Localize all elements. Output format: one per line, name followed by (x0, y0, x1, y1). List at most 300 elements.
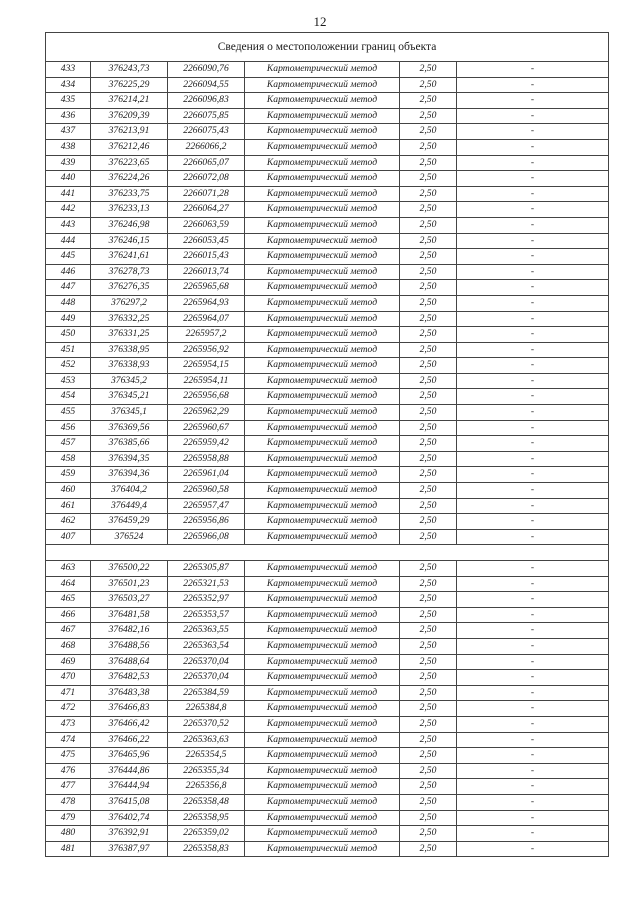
coord-y-cell: 2265358,48 (168, 794, 245, 810)
accuracy-cell: 2,50 (400, 561, 457, 577)
point-number-cell: 442 (46, 202, 91, 218)
table-row (46, 498, 609, 514)
accuracy-cell: 2,50 (400, 576, 457, 592)
point-number-cell: 445 (46, 249, 91, 265)
accuracy-cell: 2,50 (400, 249, 457, 265)
accuracy-cell: 2,50 (400, 233, 457, 249)
coord-x-cell: 376444,94 (91, 779, 168, 795)
accuracy-cell: 2,50 (400, 327, 457, 343)
separator-cell (46, 545, 609, 561)
method-cell: Картометрический метод (245, 373, 400, 389)
note-cell: - (457, 451, 609, 467)
point-number-cell: 473 (46, 716, 91, 732)
method-cell: Картометрический метод (245, 139, 400, 155)
accuracy-cell: 2,50 (400, 436, 457, 452)
coord-x-cell: 376345,21 (91, 389, 168, 405)
accuracy-cell: 2,50 (400, 670, 457, 686)
note-cell: - (457, 794, 609, 810)
method-cell: Картометрический метод (245, 685, 400, 701)
point-number-cell: 474 (46, 732, 91, 748)
coord-y-cell: 2266096,83 (168, 93, 245, 109)
accuracy-cell: 2,50 (400, 171, 457, 187)
point-number-cell: 459 (46, 467, 91, 483)
accuracy-cell: 2,50 (400, 155, 457, 171)
table-row (46, 701, 609, 717)
coord-x-cell: 376246,98 (91, 217, 168, 233)
coord-y-cell: 2265358,83 (168, 841, 245, 857)
coord-y-cell: 2266090,76 (168, 62, 245, 78)
method-cell: Картометрический метод (245, 607, 400, 623)
accuracy-cell: 2,50 (400, 139, 457, 155)
note-cell: - (457, 280, 609, 296)
accuracy-cell: 2,50 (400, 498, 457, 514)
table-row (46, 654, 609, 670)
point-number-cell: 472 (46, 701, 91, 717)
note-cell: - (457, 732, 609, 748)
method-cell: Картометрический метод (245, 249, 400, 265)
point-number-cell: 451 (46, 342, 91, 358)
method-cell: Картометрический метод (245, 264, 400, 280)
point-number-cell: 465 (46, 592, 91, 608)
note-cell: - (457, 139, 609, 155)
accuracy-cell: 2,50 (400, 280, 457, 296)
table-row (46, 732, 609, 748)
method-cell: Картометрический метод (245, 295, 400, 311)
section-separator-row (46, 545, 609, 561)
note-cell: - (457, 498, 609, 514)
method-cell: Картометрический метод (245, 280, 400, 296)
point-number-cell: 452 (46, 358, 91, 374)
point-number-cell: 480 (46, 826, 91, 842)
table-row (46, 561, 609, 577)
coord-x-cell: 376385,66 (91, 436, 168, 452)
method-cell: Картометрический метод (245, 93, 400, 109)
point-number-cell: 456 (46, 420, 91, 436)
table-row (46, 93, 609, 109)
accuracy-cell: 2,50 (400, 748, 457, 764)
table-row (46, 358, 609, 374)
table-title: Сведения о местоположении границ объекта (46, 33, 609, 62)
coord-y-cell: 2266075,85 (168, 108, 245, 124)
coord-x-cell: 376338,93 (91, 358, 168, 374)
coord-y-cell: 2265363,63 (168, 732, 245, 748)
point-number-cell: 477 (46, 779, 91, 795)
accuracy-cell: 2,50 (400, 358, 457, 374)
coord-x-cell: 376212,46 (91, 139, 168, 155)
point-number-cell: 460 (46, 483, 91, 499)
note-cell: - (457, 373, 609, 389)
coord-x-cell: 376233,75 (91, 186, 168, 202)
accuracy-cell: 2,50 (400, 202, 457, 218)
method-cell: Картометрический метод (245, 217, 400, 233)
coord-y-cell: 2266072,08 (168, 171, 245, 187)
method-cell: Картометрический метод (245, 810, 400, 826)
method-cell: Картометрический метод (245, 327, 400, 343)
method-cell: Картометрический метод (245, 763, 400, 779)
point-number-cell: 441 (46, 186, 91, 202)
accuracy-cell: 2,50 (400, 483, 457, 499)
coord-x-cell: 376415,08 (91, 794, 168, 810)
table-row (46, 295, 609, 311)
table-row (46, 264, 609, 280)
note-cell: - (457, 638, 609, 654)
coord-y-cell: 2265957,2 (168, 327, 245, 343)
table-row (46, 155, 609, 171)
method-cell: Картометрический метод (245, 77, 400, 93)
point-number-cell: 462 (46, 514, 91, 530)
coord-x-cell: 376225,29 (91, 77, 168, 93)
note-cell: - (457, 810, 609, 826)
point-number-cell: 447 (46, 280, 91, 296)
note-cell: - (457, 826, 609, 842)
coord-y-cell: 2265960,58 (168, 483, 245, 499)
method-cell: Картометрический метод (245, 389, 400, 405)
accuracy-cell: 2,50 (400, 732, 457, 748)
table-title-row (46, 33, 609, 62)
point-number-cell: 476 (46, 763, 91, 779)
coord-y-cell: 2265956,68 (168, 389, 245, 405)
table-row (46, 124, 609, 140)
note-cell: - (457, 186, 609, 202)
note-cell: - (457, 561, 609, 577)
coord-y-cell: 2265321,53 (168, 576, 245, 592)
point-number-cell: 457 (46, 436, 91, 452)
method-cell: Картометрический метод (245, 841, 400, 857)
coord-x-cell: 376404,2 (91, 483, 168, 499)
coord-y-cell: 2265305,87 (168, 561, 245, 577)
method-cell: Картометрический метод (245, 576, 400, 592)
method-cell: Картометрический метод (245, 436, 400, 452)
accuracy-cell: 2,50 (400, 93, 457, 109)
coord-x-cell: 376394,36 (91, 467, 168, 483)
table-row (46, 514, 609, 530)
coord-y-cell: 2265384,8 (168, 701, 245, 717)
coord-y-cell: 2266064,27 (168, 202, 245, 218)
accuracy-cell: 2,50 (400, 716, 457, 732)
accuracy-cell: 2,50 (400, 405, 457, 421)
coord-x-cell: 376369,56 (91, 420, 168, 436)
coord-y-cell: 2265960,67 (168, 420, 245, 436)
coord-y-cell: 2265961,04 (168, 467, 245, 483)
coord-x-cell: 376483,38 (91, 685, 168, 701)
point-number-cell: 440 (46, 171, 91, 187)
coord-y-cell: 2265966,08 (168, 529, 245, 545)
coord-x-cell: 376345,2 (91, 373, 168, 389)
accuracy-cell: 2,50 (400, 311, 457, 327)
note-cell: - (457, 217, 609, 233)
table-row (46, 670, 609, 686)
table-row (46, 139, 609, 155)
method-cell: Картометрический метод (245, 701, 400, 717)
method-cell: Картометрический метод (245, 529, 400, 545)
note-cell: - (457, 202, 609, 218)
coord-y-cell: 2265962,29 (168, 405, 245, 421)
coord-y-cell: 2265355,34 (168, 763, 245, 779)
coord-x-cell: 376481,58 (91, 607, 168, 623)
note-cell: - (457, 467, 609, 483)
table-row (46, 217, 609, 233)
accuracy-cell: 2,50 (400, 592, 457, 608)
accuracy-cell: 2,50 (400, 467, 457, 483)
coord-x-cell: 376224,26 (91, 171, 168, 187)
point-number-cell: 458 (46, 451, 91, 467)
note-cell: - (457, 514, 609, 530)
table-row (46, 233, 609, 249)
method-cell: Картометрический метод (245, 342, 400, 358)
coord-x-cell: 376466,42 (91, 716, 168, 732)
point-number-cell: 475 (46, 748, 91, 764)
table-row (46, 186, 609, 202)
coord-y-cell: 2265352,97 (168, 592, 245, 608)
coord-y-cell: 2265964,07 (168, 311, 245, 327)
accuracy-cell: 2,50 (400, 389, 457, 405)
coord-x-cell: 376501,23 (91, 576, 168, 592)
coord-y-cell: 2265954,11 (168, 373, 245, 389)
coord-x-cell: 376394,35 (91, 451, 168, 467)
table-row (46, 841, 609, 857)
page-number: 12 (313, 14, 327, 29)
coord-y-cell: 2266015,43 (168, 249, 245, 265)
note-cell: - (457, 264, 609, 280)
table-row (46, 623, 609, 639)
note-cell: - (457, 623, 609, 639)
method-cell: Картометрический метод (245, 420, 400, 436)
point-number-cell: 470 (46, 670, 91, 686)
point-number-cell: 436 (46, 108, 91, 124)
method-cell: Картометрический метод (245, 405, 400, 421)
note-cell: - (457, 420, 609, 436)
point-number-cell: 468 (46, 638, 91, 654)
method-cell: Картометрический метод (245, 155, 400, 171)
coord-y-cell: 2266063,59 (168, 217, 245, 233)
accuracy-cell: 2,50 (400, 295, 457, 311)
point-number-cell: 466 (46, 607, 91, 623)
table-row (46, 373, 609, 389)
accuracy-cell: 2,50 (400, 62, 457, 78)
table-row (46, 436, 609, 452)
coord-y-cell: 2265353,57 (168, 607, 245, 623)
accuracy-cell: 2,50 (400, 701, 457, 717)
coord-x-cell: 376482,53 (91, 670, 168, 686)
table-row (46, 389, 609, 405)
note-cell: - (457, 576, 609, 592)
accuracy-cell: 2,50 (400, 794, 457, 810)
coord-y-cell: 2265359,02 (168, 826, 245, 842)
coord-x-cell: 376466,22 (91, 732, 168, 748)
note-cell: - (457, 436, 609, 452)
accuracy-cell: 2,50 (400, 342, 457, 358)
coord-y-cell: 2265957,47 (168, 498, 245, 514)
note-cell: - (457, 327, 609, 343)
coord-x-cell: 376213,91 (91, 124, 168, 140)
note-cell: - (457, 171, 609, 187)
method-cell: Картометрический метод (245, 654, 400, 670)
coord-x-cell: 376459,29 (91, 514, 168, 530)
coord-y-cell: 2265965,68 (168, 280, 245, 296)
table-row (46, 451, 609, 467)
table-row (46, 249, 609, 265)
coord-y-cell: 2266094,55 (168, 77, 245, 93)
coord-y-cell: 2265363,54 (168, 638, 245, 654)
note-cell: - (457, 233, 609, 249)
point-number-cell: 471 (46, 685, 91, 701)
accuracy-cell: 2,50 (400, 654, 457, 670)
point-number-cell: 434 (46, 77, 91, 93)
accuracy-cell: 2,50 (400, 186, 457, 202)
coord-y-cell: 2266071,28 (168, 186, 245, 202)
coord-y-cell: 2265954,15 (168, 358, 245, 374)
coord-y-cell: 2265956,92 (168, 342, 245, 358)
coord-x-cell: 376488,64 (91, 654, 168, 670)
method-cell: Картометрический метод (245, 794, 400, 810)
table-row (46, 405, 609, 421)
coord-x-cell: 376466,83 (91, 701, 168, 717)
point-number-cell: 446 (46, 264, 91, 280)
accuracy-cell: 2,50 (400, 623, 457, 639)
accuracy-cell: 2,50 (400, 514, 457, 530)
point-number-cell: 455 (46, 405, 91, 421)
coord-x-cell: 376246,15 (91, 233, 168, 249)
note-cell: - (457, 529, 609, 545)
note-cell: - (457, 841, 609, 857)
accuracy-cell: 2,50 (400, 810, 457, 826)
point-number-cell: 479 (46, 810, 91, 826)
coord-x-cell: 376500,22 (91, 561, 168, 577)
accuracy-cell: 2,50 (400, 826, 457, 842)
accuracy-cell: 2,50 (400, 373, 457, 389)
accuracy-cell: 2,50 (400, 841, 457, 857)
note-cell: - (457, 748, 609, 764)
table-row (46, 794, 609, 810)
note-cell: - (457, 592, 609, 608)
method-cell: Картометрический метод (245, 732, 400, 748)
coord-y-cell: 2265384,59 (168, 685, 245, 701)
method-cell: Картометрический метод (245, 483, 400, 499)
table-row (46, 810, 609, 826)
point-number-cell: 469 (46, 654, 91, 670)
coord-y-cell: 2266013,74 (168, 264, 245, 280)
note-cell: - (457, 670, 609, 686)
coord-y-cell: 2265354,5 (168, 748, 245, 764)
method-cell: Картометрический метод (245, 498, 400, 514)
point-number-cell: 478 (46, 794, 91, 810)
table-row (46, 420, 609, 436)
note-cell: - (457, 311, 609, 327)
point-number-cell: 453 (46, 373, 91, 389)
note-cell: - (457, 389, 609, 405)
note-cell: - (457, 155, 609, 171)
point-number-cell: 454 (46, 389, 91, 405)
method-cell: Картометрический метод (245, 623, 400, 639)
coord-x-cell: 376449,4 (91, 498, 168, 514)
note-cell: - (457, 295, 609, 311)
coord-y-cell: 2266066,2 (168, 139, 245, 155)
coord-y-cell: 2265956,86 (168, 514, 245, 530)
coord-x-cell: 376444,86 (91, 763, 168, 779)
method-cell: Картометрический метод (245, 670, 400, 686)
point-number-cell: 439 (46, 155, 91, 171)
method-cell: Картометрический метод (245, 826, 400, 842)
method-cell: Картометрический метод (245, 171, 400, 187)
table-row (46, 311, 609, 327)
accuracy-cell: 2,50 (400, 264, 457, 280)
method-cell: Картометрический метод (245, 561, 400, 577)
table-row (46, 342, 609, 358)
coord-x-cell: 376276,35 (91, 280, 168, 296)
point-number-cell: 449 (46, 311, 91, 327)
coord-x-cell: 376209,39 (91, 108, 168, 124)
table-row (46, 202, 609, 218)
point-number-cell: 481 (46, 841, 91, 857)
point-number-cell: 444 (46, 233, 91, 249)
coord-x-cell: 376482,16 (91, 623, 168, 639)
point-number-cell: 407 (46, 529, 91, 545)
coord-y-cell: 2265370,52 (168, 716, 245, 732)
method-cell: Картометрический метод (245, 202, 400, 218)
point-number-cell: 463 (46, 561, 91, 577)
accuracy-cell: 2,50 (400, 529, 457, 545)
table-row (46, 607, 609, 623)
coord-x-cell: 376503,27 (91, 592, 168, 608)
coord-y-cell: 2266053,45 (168, 233, 245, 249)
table-row (46, 280, 609, 296)
accuracy-cell: 2,50 (400, 607, 457, 623)
coord-x-cell: 376524 (91, 529, 168, 545)
method-cell: Картометрический метод (245, 62, 400, 78)
table-row (46, 171, 609, 187)
table-row (46, 108, 609, 124)
note-cell: - (457, 77, 609, 93)
point-number-cell: 443 (46, 217, 91, 233)
point-number-cell: 437 (46, 124, 91, 140)
table-row (46, 467, 609, 483)
accuracy-cell: 2,50 (400, 217, 457, 233)
coord-x-cell: 376387,97 (91, 841, 168, 857)
coord-y-cell: 2266065,07 (168, 155, 245, 171)
point-number-cell: 461 (46, 498, 91, 514)
point-number-cell: 433 (46, 62, 91, 78)
note-cell: - (457, 483, 609, 499)
table-row (46, 592, 609, 608)
coord-y-cell: 2265356,8 (168, 779, 245, 795)
table-row (46, 77, 609, 93)
table-row (46, 483, 609, 499)
note-cell: - (457, 716, 609, 732)
note-cell: - (457, 763, 609, 779)
point-number-cell: 435 (46, 93, 91, 109)
coord-x-cell: 376338,95 (91, 342, 168, 358)
accuracy-cell: 2,50 (400, 108, 457, 124)
coord-y-cell: 2265358,95 (168, 810, 245, 826)
note-cell: - (457, 93, 609, 109)
method-cell: Картометрический метод (245, 638, 400, 654)
method-cell: Картометрический метод (245, 467, 400, 483)
method-cell: Картометрический метод (245, 358, 400, 374)
note-cell: - (457, 342, 609, 358)
note-cell: - (457, 124, 609, 140)
coord-x-cell: 376241,61 (91, 249, 168, 265)
table-row (46, 529, 609, 545)
coord-x-cell: 376223,65 (91, 155, 168, 171)
accuracy-cell: 2,50 (400, 77, 457, 93)
table-row (46, 826, 609, 842)
table-row (46, 62, 609, 78)
point-number-cell: 448 (46, 295, 91, 311)
coord-x-cell: 376488,56 (91, 638, 168, 654)
method-cell: Картометрический метод (245, 311, 400, 327)
table-row (46, 638, 609, 654)
point-number-cell: 467 (46, 623, 91, 639)
